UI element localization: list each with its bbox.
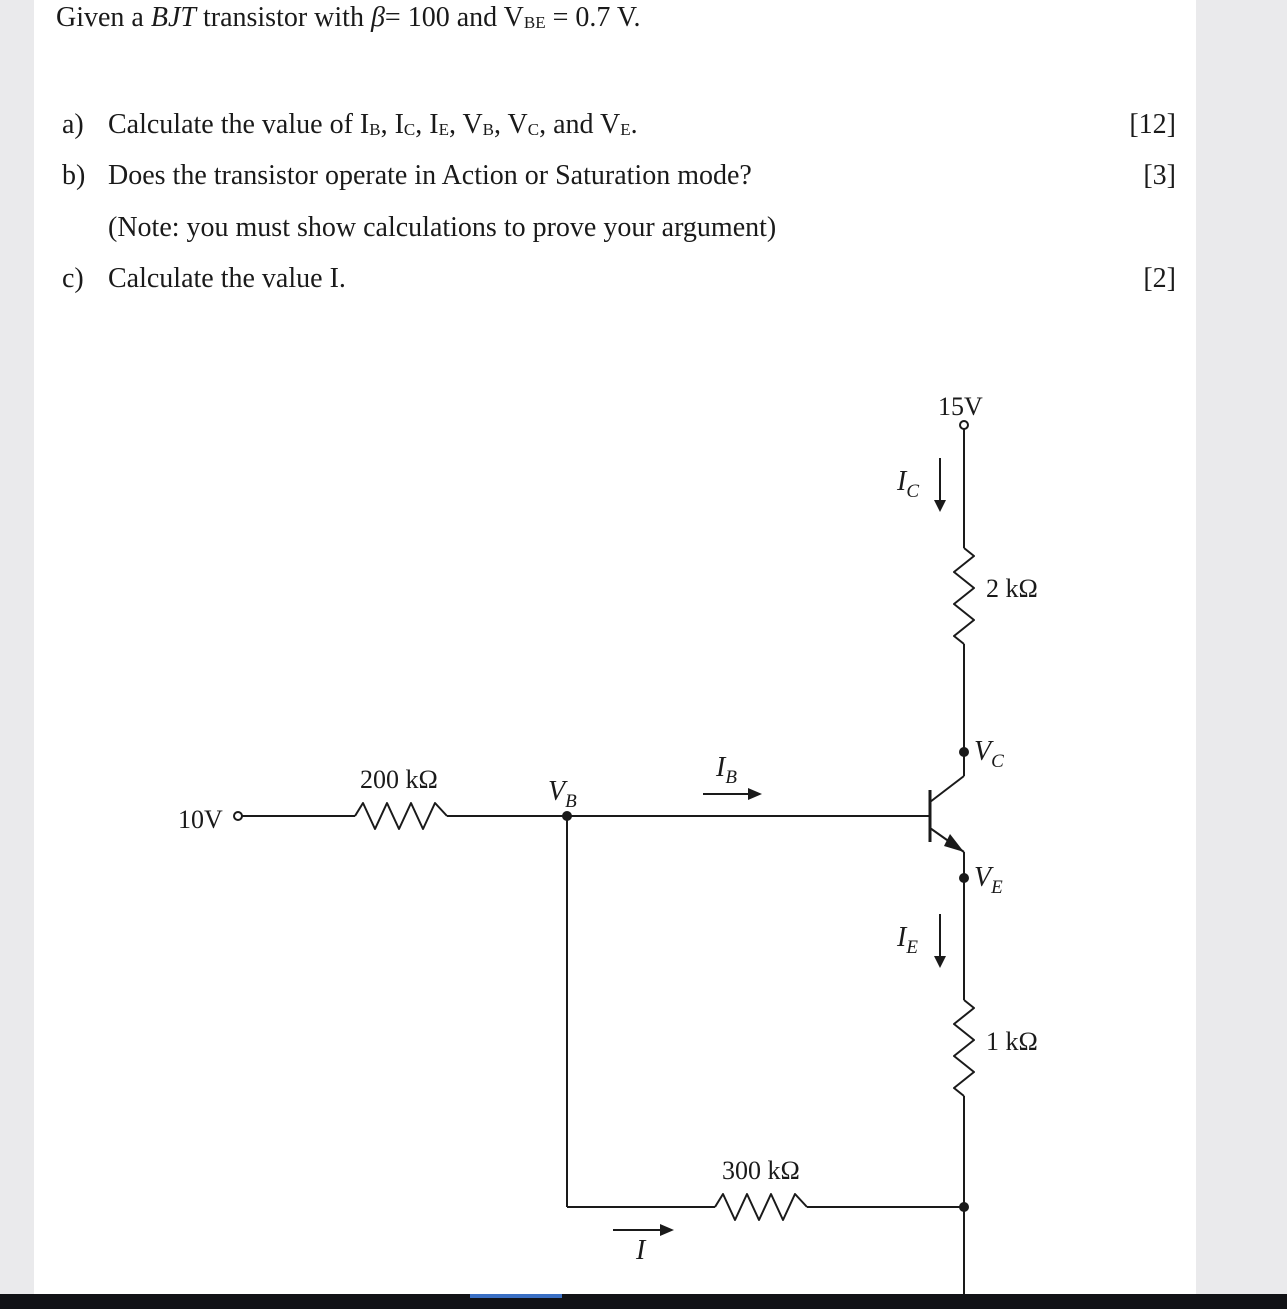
ve-node-dot	[959, 873, 969, 883]
taskbar	[0, 1294, 1287, 1309]
bottom-node-dot	[959, 1202, 969, 1212]
ic-label: $I_C$	[897, 466, 920, 502]
ib-label: $I_B$	[716, 752, 737, 788]
question-a-text: Calculate the value of $I_B$, $I_C$, $I_E$, $V_B$, $V_C$, and $V_E$.	[108, 109, 638, 140]
ib-arrow-head	[748, 788, 762, 800]
vcc-label: 15V	[938, 392, 983, 421]
question-b-text: Does the transistor operate in Action or Saturation mode?	[108, 160, 752, 191]
question-a-marks: [12]	[1129, 109, 1176, 140]
ie-arrow-head	[934, 956, 946, 968]
i-label: I	[636, 1235, 646, 1266]
question-c-marks: [2]	[1143, 263, 1176, 294]
transistor-collector-lead	[930, 776, 964, 802]
vin-terminal	[234, 812, 242, 820]
vb-label: $V_B$	[548, 776, 577, 812]
question-a-label: a)	[62, 109, 84, 140]
question-b-note-text: (Note: you must show calculations to prove your argument)	[108, 212, 777, 243]
vc-node-dot	[959, 747, 969, 757]
emitter-arrow-head	[944, 834, 964, 852]
ie-label: $I_E$	[897, 922, 918, 958]
vcc-terminal	[960, 421, 968, 429]
vin-label: 10V	[178, 805, 223, 834]
rc-label: 2 kΩ	[986, 574, 1038, 603]
ic-arrow-head	[934, 500, 946, 512]
rf-label: 300 kΩ	[722, 1156, 800, 1185]
re-label: 1 kΩ	[986, 1027, 1038, 1056]
vc-label: $V_C$	[974, 736, 1004, 772]
resistor-emitter	[954, 1000, 974, 1096]
problem-statement: Given a BJT transistor with β= 100 and $V_{BE} = 0.7$ V.	[56, 2, 641, 33]
i-arrow-head	[660, 1224, 674, 1236]
rb-label: 200 kΩ	[360, 765, 438, 794]
resistor-collector	[954, 548, 974, 644]
vb-node-dot	[562, 811, 572, 821]
taskbar-active-indicator	[470, 1294, 562, 1298]
resistor-base	[355, 803, 447, 829]
question-b-marks: [3]	[1143, 160, 1176, 191]
question-c-text: Calculate the value I.	[108, 263, 346, 294]
question-c-label: c)	[62, 263, 84, 294]
ve-label: $V_E$	[974, 862, 1003, 898]
resistor-feedback	[715, 1194, 807, 1220]
question-b-label: b)	[62, 160, 86, 191]
